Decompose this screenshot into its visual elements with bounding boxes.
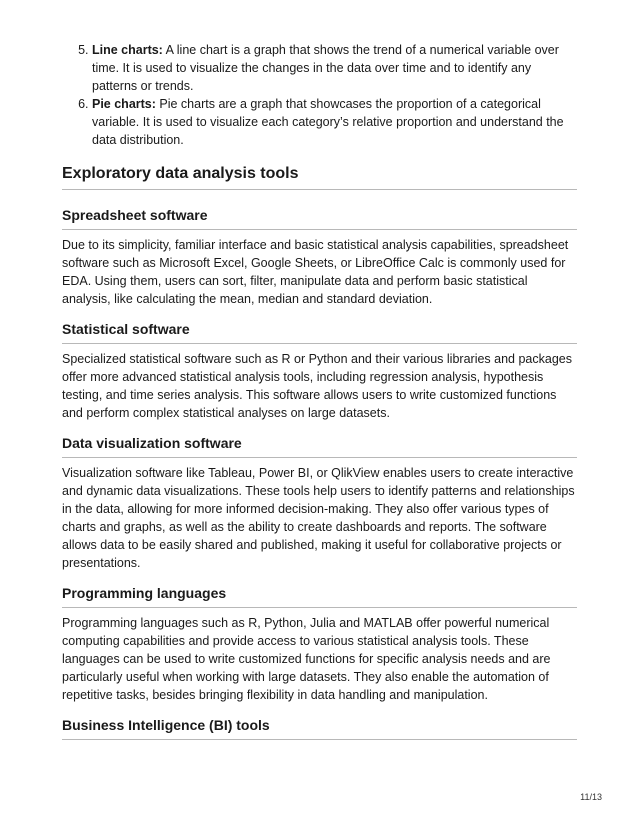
list-item-term: Pie charts: [92, 97, 156, 111]
list-item-text: A line chart is a graph that shows the trend of a numerical variable over time. It is used to visualize the changes in the data over time and to identify any patterns or trends. [92, 43, 559, 93]
subsection-body: Visualization software like Tableau, Power BI, or QlikView enables users to create interactive and dynamic data visualizations. These tools help users to identify patterns and relationships in the data, allowing for more informed decision-making. They also offer various types of charts and graphs, as well as the ability to create dashboards and reports. The software allows data to be easily shared and published, making it useful for collaborative projects or presentations. [62, 466, 575, 570]
subsection-title: Programming languages [62, 584, 577, 608]
subsection-title: Spreadsheet software [62, 206, 577, 230]
subsection-spreadsheet-software [62, 206, 577, 308]
section-title: Exploratory data analysis tools [62, 164, 577, 190]
subsection-data-visualization-software [62, 434, 577, 572]
list-item-text: Pie charts are a graph that showcases the proportion of a categorical variable. It is used to visualize each category’s relative proportion and understand the data distribution. [92, 97, 564, 147]
subsection-title: Business Intelligence (BI) tools [62, 716, 577, 740]
list-item-term: Line charts: [92, 43, 163, 57]
subsection-body: Due to its simplicity, familiar interface and basic statistical analysis capabilities, spreadsheet software such as Microsoft Excel, Google Sheets, or LibreOffice Calc is commonly used for EDA. Using them, users can sort, filter, manipulate data and perform basic statistical analysis, like calculating the mean, median and standard deviation. [62, 238, 569, 306]
chart-types-list [62, 41, 577, 149]
list-item-line-charts [92, 41, 577, 95]
subsection-title: Data visualization software [62, 434, 577, 458]
subsection-business-intelligence-tools [62, 716, 577, 740]
subsection-statistical-software [62, 320, 577, 422]
subsection-programming-languages [62, 584, 577, 704]
subsection-body: Specialized statistical software such as R or Python and their various libraries and packages offer more advanced statistical analysis tools, including regression analysis, hypothesis testing, and time series analysis. This software allows users to write customized functions and perform complex statistical analyses on large datasets. [62, 352, 572, 420]
subsection-body: Programming languages such as R, Python, Julia and MATLAB offer powerful numerical computing capabilities and provide access to various statistical analysis tools. These languages can be used to write customized functions for specific analysis needs and are particularly useful when working with large datasets. They also enable the automation of repetitive tasks, besides bringing flexibility in data handling and manipulation. [62, 616, 551, 702]
list-item-pie-charts [92, 95, 577, 149]
document-page [62, 41, 577, 740]
subsection-title: Statistical software [62, 320, 577, 344]
page-number: 11/13 [580, 792, 602, 802]
